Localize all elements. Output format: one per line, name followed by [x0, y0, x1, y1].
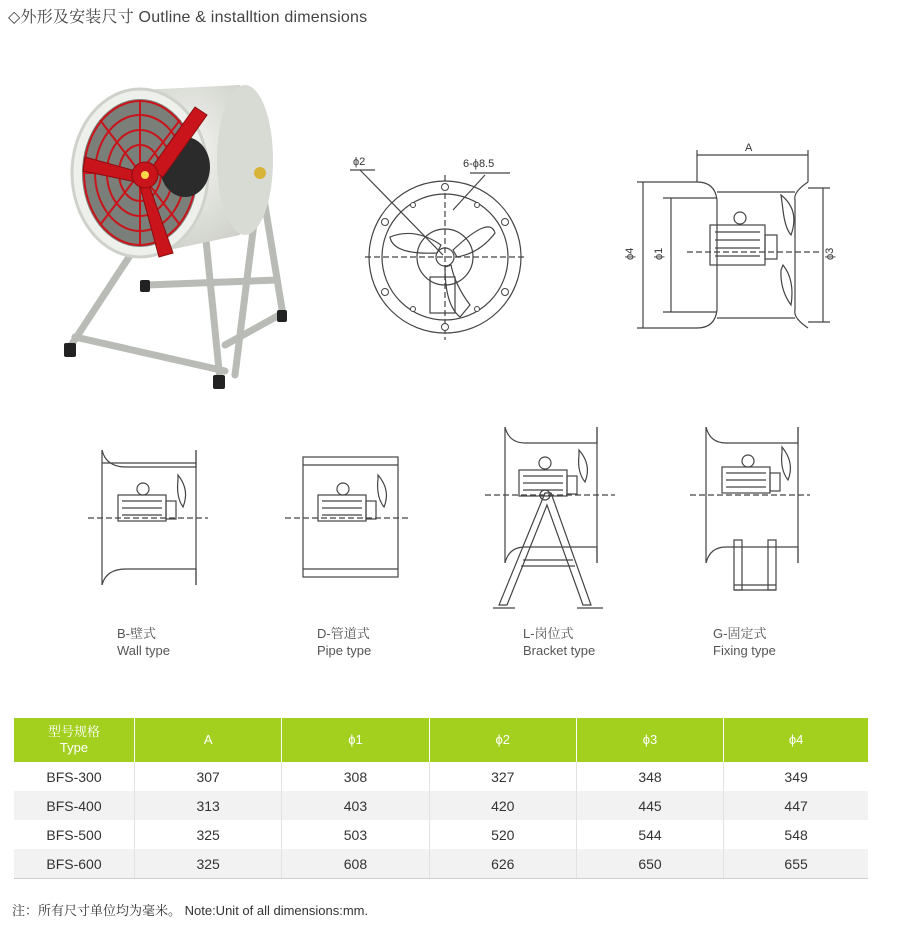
- cell-phi3: 348: [576, 762, 723, 791]
- cell-phi3: 544: [576, 820, 723, 849]
- mount-type-pipe: [317, 625, 371, 659]
- cell-phi2: 420: [429, 791, 576, 820]
- table-header-row: [14, 718, 868, 762]
- cell-phi4: 548: [784, 826, 808, 843]
- dim-phi1-label: ϕ1: [653, 247, 665, 260]
- header-phi2: ϕ2: [429, 718, 576, 762]
- cell-type: BFS-600: [14, 849, 135, 879]
- table-row: [14, 849, 868, 879]
- mount-type-en: Fixing type: [713, 643, 776, 658]
- mount-type-en: Wall type: [117, 643, 170, 658]
- pipe-type-drawing: [285, 455, 415, 585]
- cell-phi4: 447: [724, 791, 868, 820]
- dim-phi4-label: ϕ4: [624, 247, 636, 260]
- mount-type-wall: [117, 625, 170, 659]
- table-row: [14, 820, 868, 849]
- bracket-type-drawing: [485, 425, 620, 620]
- cell-phi3: 650: [576, 849, 723, 879]
- mount-type-cn: G-固定式: [713, 626, 767, 641]
- cell-a: 325: [135, 820, 282, 849]
- cell-a: 307: [135, 762, 282, 791]
- header-type-cn: 型号规格: [47, 724, 100, 739]
- cell-phi3: 445: [576, 791, 723, 820]
- header-phi1: ϕ1: [282, 718, 429, 762]
- mount-type-bracket: [523, 625, 595, 659]
- cell-a: 313: [135, 791, 282, 820]
- cell-phi4: 349: [784, 768, 808, 785]
- fan-product-photo: [55, 75, 295, 395]
- units-note: 注：所有尺寸单位均为毫米。 Note:Unit of all dimensions:mm.: [12, 903, 369, 918]
- dim-a-label: A: [745, 142, 753, 154]
- table-row: [14, 762, 868, 791]
- cell-phi2: 626: [429, 849, 576, 879]
- mount-type-en: Bracket type: [523, 643, 596, 658]
- cell-phi1: 308: [282, 762, 429, 791]
- wall-type-drawing: [88, 445, 218, 595]
- side-view-drawing: [615, 140, 840, 340]
- header-a: A: [135, 718, 282, 762]
- mount-type-fixing: [713, 625, 776, 659]
- mount-type-cn: D-管道式: [317, 626, 370, 641]
- header-phi4: ϕ4: [724, 718, 868, 762]
- fixing-type-drawing: [690, 425, 815, 600]
- header-type-en: Type: [59, 740, 89, 755]
- cell-phi2: 327: [429, 762, 576, 791]
- holes-label: 6-ϕ8.5: [463, 158, 495, 170]
- header-phi3: ϕ3: [576, 718, 723, 762]
- header-type: [14, 718, 135, 762]
- mount-type-cn: B-壁式: [117, 626, 157, 641]
- dim-phi3-label: ϕ3: [824, 247, 836, 260]
- cell-phi1: 403: [282, 791, 429, 820]
- cell-type: BFS-500: [14, 820, 135, 849]
- cell-type: BFS-300: [14, 762, 135, 791]
- cell-phi4: 655: [724, 849, 868, 879]
- cell-phi2: 520: [429, 820, 576, 849]
- dimensions-table: [14, 718, 868, 879]
- mount-type-en: Pipe type: [317, 643, 372, 658]
- mount-type-cn: L-岗位式: [523, 626, 574, 641]
- page-title: ◇外形及安装尺寸 Outline & installtion dimensions: [8, 9, 368, 26]
- table-row: [14, 791, 868, 820]
- cell-type: BFS-400: [14, 791, 135, 820]
- phi2-label: ϕ2: [353, 156, 366, 168]
- cell-phi1: 503: [282, 820, 429, 849]
- front-view-drawing: [345, 145, 525, 345]
- cell-phi1: 608: [282, 849, 429, 879]
- cell-a: 325: [135, 849, 282, 879]
